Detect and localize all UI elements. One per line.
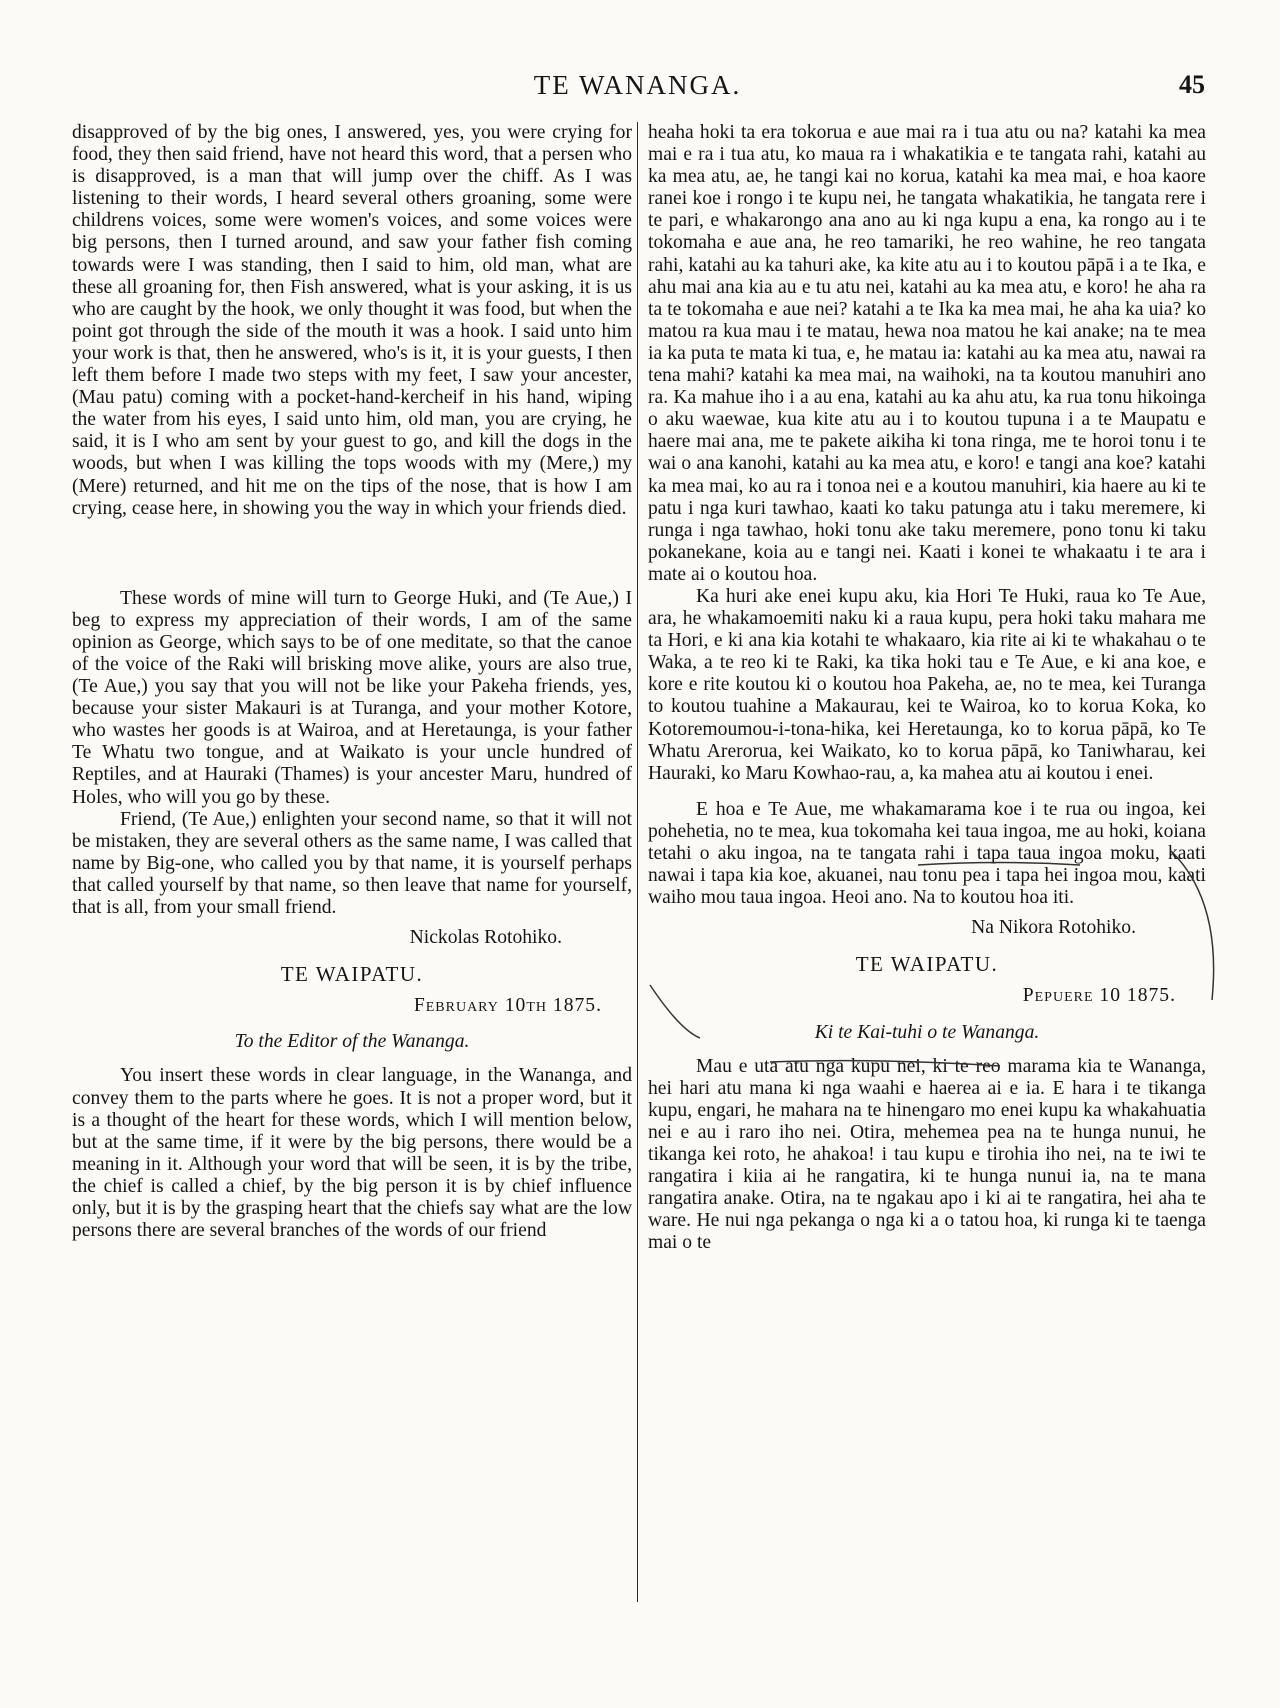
maori-paragraph-2: Ka huri ake enei kupu aku, kia Hori Te Huki, raua ko Te Aue, ara, he whakamoemiti naku ki a raua kupu, pera hoki taku mahara me ta Hori, e ki ana kia kotahi te whakaaro, kia rite ai ki te whakahau o te Waka, a te reo ki te Raki, ka tika hoki tau e Te Aue, e ki ana koe, e kore e rite koutou ki o koutou hoa Pakeha, ae, no te mea, kei Turanga to koutou tuahine a Makaurau, kei te Wairoa, ko to korua Koka, ko Kotoremoumou-i-tona-hika, kei Heretaunga, ko to korua pāpā, ko Te Whatu Arerorua, kei Waikato, ko to korua pāpā, ko Taniwharau, kei Hauraki, ko Maru Kowhao-rau, a, ka mahea atu ai koutou i enei. — [648, 585, 1206, 784]
maori-section-title: TE WAIPATU. — [855, 952, 999, 977]
maori-dateline: Pepuere 10 1875. — [1022, 985, 1176, 1007]
maori-paragraph-1: heaha hoki ta era tokorua e aue mai ra i tua atu ou na? katahi ka mea mai e ra i tua atu, ko maua ra i whakatikia e te tangata rahi, katahi au ka mea atu, ae, he tangi kai no korua, katahi ka mea mai, e hoa kaore ranei koe i rongo i te kupu nei, he tangata whakatikia, he tangata rere i te pari, e whakarongo ana ano au ki nga kupu a ena, ka rongo au i te tokomaha e aue ana, he reo tamariki, he reo wahine, he reo tangata rahi, katahi au ka tahuri ake, ka kite atu au i to koutou pāpā i a te Ika, e ahu mai ana kia au e tu atu nei, katahi au ka mea atu, e koro! he aha ra ta te tokomaha e aue nei? katahi a te Ika ka mea mai, he aha ka uia? ko matou ra kua mau i te matau, hewa noa matou he kai anake; na te mea ia ka puta te mata ki tua, e, he matau ia: katahi au ka mea atu, nawai ra tena mahi? katahi ka mea mai, na waihoki, na ta koutou manuhiri ano ra. Ka mahue iho i a au ena, katahi au ka ahu atu, ka rua tonu hikoinga o aku waewae, kua kite atu au i to koutou tupuna i a te Maupatu e haere mai ana, me te pakete aikiha ki tona ringa, me te horoi tonu i te wai o ana kanohi, katahi au ka mea atu, e koro! e tangi ana koe? katahi ka mea mai, ko au ra i tonoa nei e a koutou manuhiri, kia haere au ki te patu i nga kuri tawhao, kaati ko taku patunga atu i taku meremere, ki runga i nga tawhao, hoki tonu ake taku meremere, pono tonu ki taku pokanekane, koia au e tangi nei. Kaati i konei te whakaatu i te ara i mate ai o koutou hoa. — [648, 122, 1206, 585]
paragraph-gap — [72, 520, 632, 588]
maori-salutation: Ki te Kai-tuhi o te Wananga. — [814, 1021, 1040, 1043]
english-signature: Nickolas Rotohiko. — [409, 927, 562, 949]
english-paragraph-1: disapproved of by the big ones, I answered, yes, you were crying for food, they then said friend, have not heard this word, that a persen who is disapproved, is a man that will jump over the chiff. As I was listening to their words, I heard several others groaning, some were childrens voices, some were women's voices, and some voices were big persons, then I turned around, and saw your father fish coming towards were I was standing, then I said to him, old man, what are these all groaning for, then Fish answered, what is your asking, it is us who are caught by the hook, we only thought it was food, but when the point got through the side of the mouth it was a hook. I said unto him your work is that, then he answered, who's is it, it is your guests, I then left them before I made two steps with my feet, I saw your ancester, (Mau patu) coming with a pocket-hand-kercheif in his hand, wiping the water from his eyes, I said unto him, old man, you are crying, he said, it is I who am sent by your guest to go, and kill the dogs in the woods, but when I was killing the tops woods with my (Mere,) my (Mere) returned, and hit me on the tips of the nose, that is how I am crying, cease here, in showing you the way in which your friends died. — [72, 122, 632, 519]
english-paragraph-4: You insert these words in clear language, in the Wananga, and convey them to the parts where he goes. It is not a proper word, but it is a thought of the heart for these words, which I will mention below, but at the same time, if it were by the big persons, there would be a meaning in it. Although your word that will be seen, it is by the tribe, the chief is called a chief, by the big person it is by chief influence only, but it is by the grasping heart that the chiefs say what are the low persons there are several branches of the words of our friend — [72, 1065, 632, 1242]
maori-signature: Na Nikora Rotohiko. — [971, 917, 1136, 939]
english-salutation: To the Editor of the Wananga. — [234, 1031, 470, 1053]
page-number: 45 — [1179, 70, 1205, 99]
english-section-title: TE WAIPATU. — [280, 962, 424, 987]
column-divider — [637, 122, 638, 1602]
maori-paragraph-3: E hoa e Te Aue, me whakamarama koe i te rua ou ingoa, kei pohehetia, no te mea, kua tokomaha kei taua ingoa, me au hoki, koiana tetahi o aku ingoa, na te tangata rahi i tapa taua ingoa moku, kaati nawai i tapa kia koe, akuanei, nau tonu pea i tapa hei ingoa mou, kaati waiho mou taua ingoa. Heoi ano. Na to koutou hoa iti. — [648, 798, 1206, 909]
maori-column — [648, 122, 1206, 1255]
english-paragraph-2: These words of mine will turn to George Huki, and (Te Aue,) I beg to express my appreciation of their words, I am of the same opinion as George, which says to be of one meditate, so that the canoe of the voice of the Raki will brisking move alike, yours are also true, (Te Aue,) you say that you will not be like your Pakeha friends, yes, because your sister Makauri is at Turanga, and your mother Kotore, who wastes her goods is at Wairoa, and at Heretaunga, is your father Te Whatu two tongue, and at Waikato is your uncle hundred of Reptiles, and at Hauraki (Thames) is your ancester Maru, hundred of Holes, who will you go by these. — [72, 587, 632, 808]
english-column — [72, 122, 632, 1242]
running-title: TE WANANGA. — [533, 70, 742, 100]
english-paragraph-3: Friend, (Te Aue,) enlighten your second name, so that it will not be mistaken, they are several others as the same name, I was called that name by Big-one, who called you by that name, it is yourself perhaps that called yourself by that name, so then leave that name for yourself, that is all, from your small friend. — [72, 808, 632, 918]
page-header — [70, 70, 1205, 110]
english-dateline: February 10th 1875. — [413, 995, 602, 1017]
maori-paragraph-4: Mau e uta atu nga kupu nei, ki te reo marama kia te Wananga, hei hari atu mana ki nga waahi e haerea ai e ia. E hara i te tikanga kupu, engari, he mahara na te hinengaro mo enei kupu ka whakahuatia nei e au i raro iho nei. Otira, mehemea pea na te hunga nunui, he tikanga kei roto, he ahakoa! i tau kupu e tirohia iho nei, na te iwi te rangatira i kiia ai he rangatira, ki te hunga nunui ia, na te mana rangatira anake. Otira, na te ngakau apo i ki ai te rangatira, hei aha te ware. He nui nga pekanga o nga ki a o tatou hoa, ki runga ki te taenga mai o te — [648, 1055, 1206, 1254]
paragraph-gap — [648, 785, 1206, 799]
